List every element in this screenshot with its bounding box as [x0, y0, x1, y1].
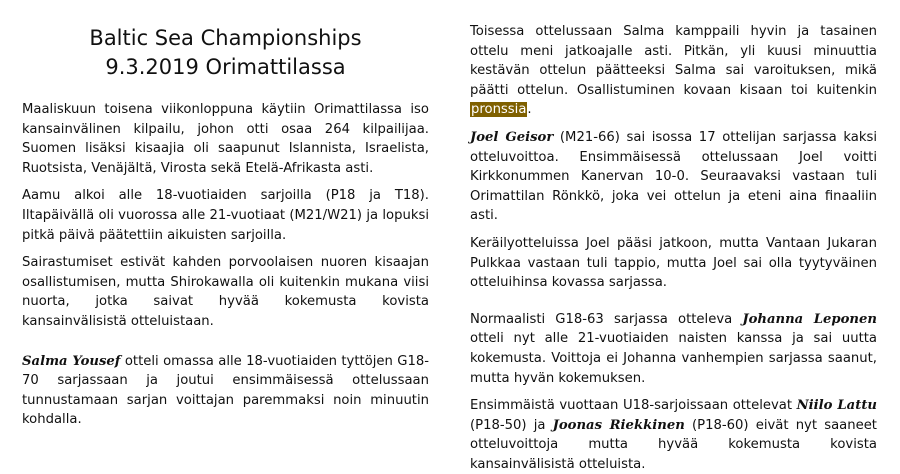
athlete-name: Joonas Riekkinen	[552, 417, 685, 433]
paragraph-text: (P18-60) eivät nyt saaneet otteluvoittoja mutta hyvää kokemusta kovista kansainvälisistä otteluista.	[470, 417, 877, 472]
paragraph-text: (P18-50) ja	[470, 417, 553, 433]
athlete-name: Salma Yousef	[22, 353, 121, 369]
right-column	[470, 0, 877, 474]
paragraph-intro: Maaliskuun toisena viikonloppuna käytiin Orimattilassa iso kansainvälinen kilpailu, johon otti osaa 264 kilpailijaa. Suomen lisäksi kisaajia oli saapunut Islannista, Israelista, Ruotsista, Venäjältä, Virosta sekä Etelä-Afrikasta asti.	[22, 102, 429, 176]
paragraph-text: Toisessa ottelussaan Salma kamppaili hyvin ja tasainen ottelu meni jatkoajalle asti. Pitkän, yli kuusi minuuttia kestävän ottelun päätteeksi Salma sai varoituksen, mikä päätti ottelun. Osallistuminen kovaan kisaan toi kuitenkin	[470, 24, 877, 98]
paragraph-text: Normaalisti G18-63 sarjassa otteleva	[470, 311, 743, 327]
paragraph-end: .	[527, 102, 532, 118]
left-column	[22, 0, 429, 430]
paragraph-salma-second-match	[470, 22, 877, 120]
paragraph-salma	[22, 352, 429, 430]
paragraph-niilo-joonas	[470, 396, 877, 474]
athlete-name: Joel Geisor	[470, 129, 554, 145]
title-line-1: Baltic Sea Championships	[89, 26, 362, 50]
athlete-name: Johanna Leponen	[742, 311, 877, 327]
paragraph-text: (M21-66) sai isossa 17 ottelijan sarjassa kaksi otteluvoittoa. Ensimmäisessä ottelussaan Joel voitti Kirkkonummen Kanervan 10-0. Seuraavaksi vastaan tuli Orimattilan Rönkkö, joka vei ottelun ja eteni aina finaaliin asti.	[470, 129, 877, 224]
paragraph-text: otteli omassa alle 18-vuotiaiden tyttöjen G18-70 sarjassaan ja joutui ensimmäisessä ottelussaan tunnustamaan sarjan voittajan paremmaksi noin minuutin kohdalla.	[22, 353, 429, 428]
paragraph-schedule: Aamu alkoi alle 18-vuotiaiden sarjoilla (P18 ja T18). Iltapäivällä oli vuorossa alle 21-vuotiaat (M21/W21) ja lopuksi pitkä päivä päätettiin aikuisten sarjoilla.	[22, 188, 429, 243]
paragraph-text: otteli nyt alle 21-vuotiaiden naisten kanssa ja sai uutta kokemusta. Voittoja ei Johanna vanhempien sarjassa saanut, mutta hyvän kokemuksen.	[470, 331, 877, 386]
title-line-2: 9.3.2019 Orimattilassa	[105, 55, 346, 79]
page-title	[22, 24, 429, 82]
paragraph-participants: Sairastumiset estivät kahden porvoolaisen nuoren kisaajan osallistumisen, mutta Shirokawalla oli kuitenkin mukana viisi nuorta, jotka saivat hyvää kokemusta kovista kansainvälisistä otteluistaan.	[22, 255, 429, 329]
paragraph-joel	[470, 128, 877, 226]
paragraph-text: Ensimmäistä vuottaan U18-sarjoissaan ottelevat	[470, 398, 797, 414]
highlighted-word: pronssia	[471, 102, 527, 118]
athlete-name: Niilo Lattu	[796, 398, 877, 414]
paragraph-johanna	[470, 310, 877, 388]
paragraph-joel-repechage: Keräilyotteluissa Joel pääsi jatkoon, mutta Vantaan Jukaran Pulkkaa vastaan tuli tappio, mutta Joel sai olla tyytyväinen otteluihinsa kovassa sarjassa.	[470, 235, 877, 291]
